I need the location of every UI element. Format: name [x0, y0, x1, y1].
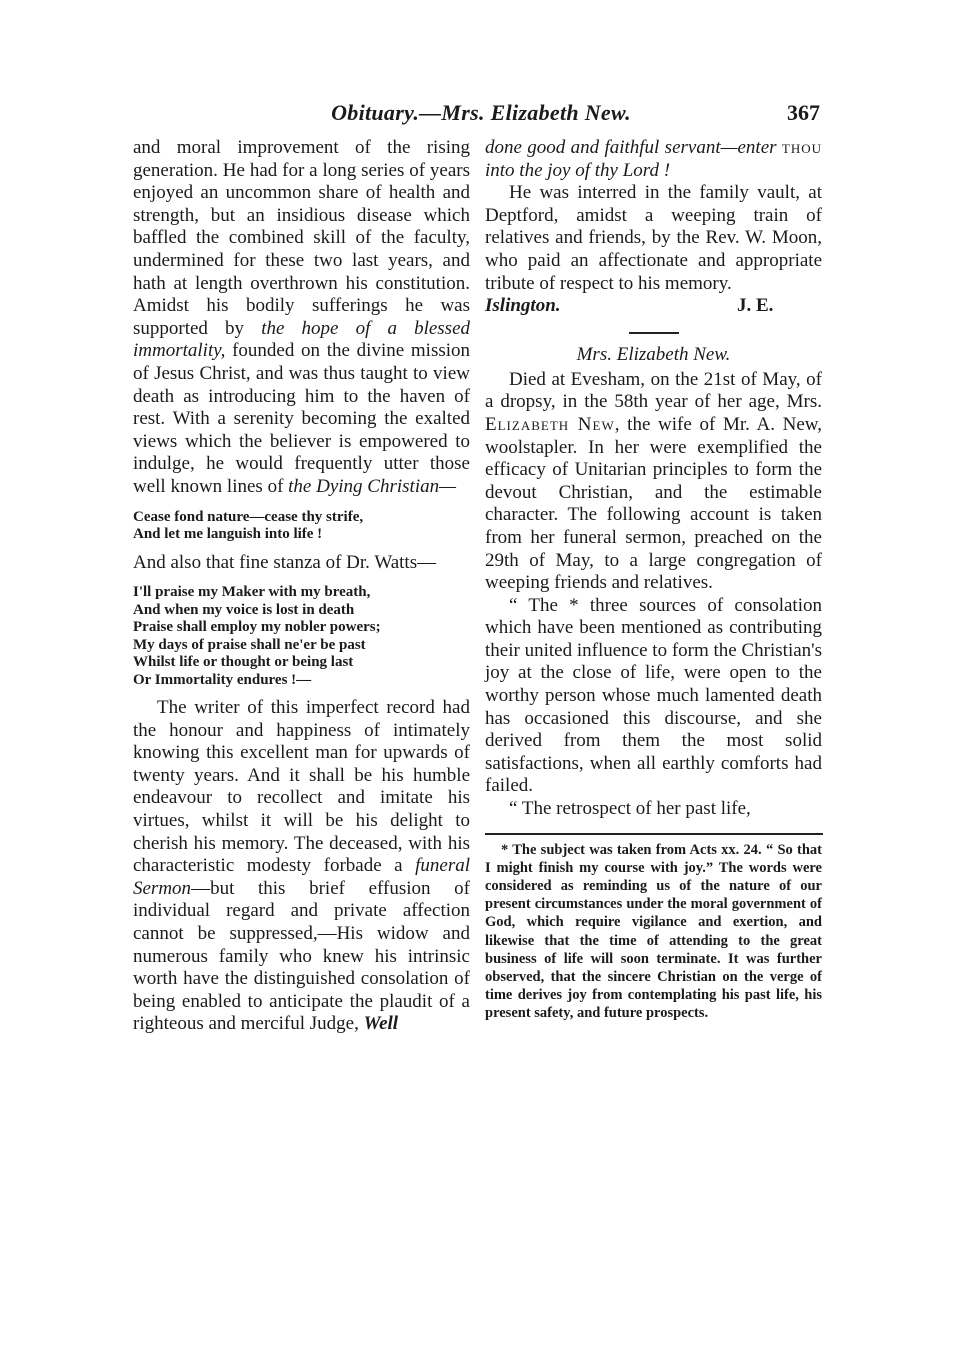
left-p1-italic2: the Dying Christian—: [288, 475, 456, 497]
running-title: Obituary.—Mrs. Elizabeth New.: [331, 100, 631, 125]
verse-line: Whilst life or thought or being last: [133, 654, 354, 671]
signature-line: [485, 295, 822, 318]
left-paragraph-1: [133, 137, 470, 499]
right-p1-italic2: into the joy of thy Lord !: [485, 159, 671, 181]
section-divider: [629, 332, 679, 334]
left-p3-italic2: Well: [363, 1013, 399, 1035]
right-paragraph-2: He was interred in the family vault, at Deptford, amidst a weeping train of relatives and friends, by the Rev. W. Moon, who paid an affectionate and appropriate tribute of respect to his memory.: [485, 182, 822, 294]
verse-line: And when my voice is lost in death: [133, 601, 355, 618]
right-column: [485, 137, 822, 1023]
left-paragraph-2: And also that fine stanza of Dr. Watts—: [133, 551, 437, 573]
footnote-rule: [485, 833, 823, 835]
left-p1-text: and moral improvement of the rising generation. He had for a long series of years enjoyed an uncommon share of health and strength, but an insidious disease which baffled the combined skill of the faculty, undermined for these two last years, and hath at length overthrown his constitution. Amidst his bodily sufferings he was supported by: [133, 137, 470, 339]
verse-dying-christian: [133, 509, 470, 544]
right-p1-caps: thou: [781, 137, 822, 158]
right-paragraph-3: [485, 369, 822, 595]
right-p3-a: Died at Evesham, on the 21st of May, of a dropsy, in the 58th year of her age, Mrs.: [485, 368, 822, 413]
verse-line: Praise shall employ my nobler powers;: [133, 619, 381, 636]
left-p1-cont: founded on the divine mission of Jesus Christ, and was thus taught to view death as introducing him to the haven of rest. With a serenity becoming the exalted views which the believer is empowered to indulge, he would frequently utter those well known lines of: [133, 340, 471, 497]
verse-watts: [133, 584, 470, 689]
right-p3-b: , the wife of Mr. A. New, woolstapler. In her were exemplified the efficacy of Unitarian principles to form the devout Christian, and the estimable character. The following account is taken from her funeral sermon, preached on the 29th of May, to a large congregation of weeping friends and relatives.: [485, 413, 823, 594]
verse-line: I'll praise my Maker with my breath,: [133, 584, 371, 601]
left-p1-italic: the hope of a blessed immortality,: [133, 317, 471, 362]
right-paragraph-1: [485, 137, 822, 182]
right-p3-name: Elizabeth New: [485, 413, 615, 435]
left-paragraph-3: [133, 697, 470, 1036]
left-column: [133, 137, 470, 1036]
left-p3-italic: funeral Sermon: [133, 855, 470, 899]
footnote: * The subject was taken from Acts xx. 24. “ So that I might finish my course with joy.” The words were considered as reminding us of the nature of our present circumstances under the moral government of God, which require vigilance and exertion, and likewise that the time of attending to the great business of life will soon terminate. It was further observed, that the sincere Christian on the verge of time derives joy from contemplating his past life, his present safety, and future prospects.: [485, 841, 822, 1022]
page-number: 367: [787, 100, 820, 125]
right-paragraph-5: “ The retrospect of her past life,: [509, 798, 751, 820]
verse-line: Cease fond nature—cease thy strife,: [133, 508, 364, 525]
left-p3-text: The writer of this imperfect record had the honour and happiness of intimately knowing this excellent man for upwards of twenty years. And it shall be his humble endeavour to recollect and imitate his virtues, whilst it will be his delight to cherish his memory. The deceased, with his characteristic modesty forbade a: [133, 697, 470, 877]
signature-initials: J. E.: [737, 295, 774, 317]
signature-place: Islington.: [485, 295, 561, 317]
right-p1-italic: done good and faithful servant—enter: [485, 137, 777, 158]
verse-line: My days of praise shall ne'er be past: [133, 636, 366, 653]
verse-line: And let me languish into life !: [133, 526, 323, 542]
page-header: [0, 100, 962, 130]
left-p3-cont: —but this brief effusion of individual regard and private affection cannot be suppressed,—His widow and numerous family who knew his intrinsic worth have the distinguished consolation of being enabled to anticipate the plaudit of a righteous and merciful Judge,: [133, 877, 470, 1035]
verse-line: Or Immortality endures !—: [133, 671, 312, 688]
right-paragraph-4: “ The * three sources of consolation which have been mentioned as contributing their united influence to form the Christian's joy at the close of life, were open to the worthy person whose much lamented death has occasioned this discourse, and she derived from them the most solid satisfactions, when all earthly comforts had failed.: [485, 594, 822, 797]
section-title: Mrs. Elizabeth New.: [576, 344, 731, 366]
